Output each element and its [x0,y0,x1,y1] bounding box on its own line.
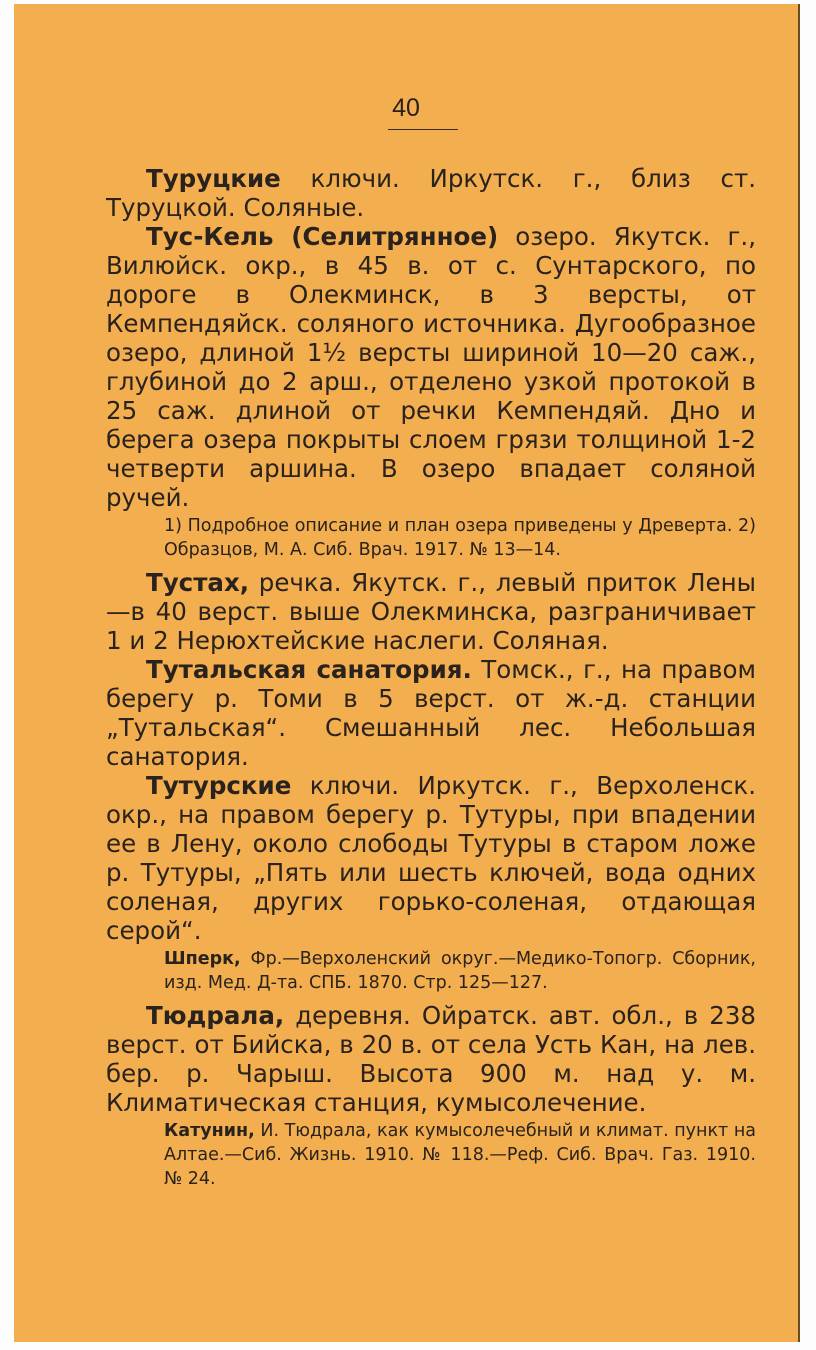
reference-text: И. Тюдрала, как кумысолечебный и климат. пункт на Алтае.—Сиб. Жизнь. 1910. № 118.—Реф. Сиб. Врач. Газ. 1910. № 24. [164,1121,756,1189]
reference-author: Катунин, [164,1121,255,1141]
entry-paragraph [106,771,756,945]
entry-paragraph [106,222,756,512]
entry-text: озеро. Якутск. г., Вилюйск. окр., в 45 в. от с. Сунтарского, по дороге в Олекминск, в 3 версты, от Кемпендяйск. соляного источника. Дугообразное озеро, длиной 1½ версты шириной 10—20 саж., глубиной до 2 арш., отделено узкой протокой в 25 саж. длиной от речки Кемпендяй. Дно и берега озера покрыты слоем грязи толщиной 1-2 четверти аршина. В озеро впадает соляной ручей. [106,222,756,512]
page-number: 40 [392,94,420,122]
entry-text: ключи. Иркутск. г., близ ст. Туруцкой. Соляные. [106,164,756,222]
entry-heading: Тус-Кель (Селитрянное) [146,222,499,251]
page-body [106,164,756,1197]
entry-heading: Тустах, [146,568,250,597]
reference-author: Шперк, [164,949,241,969]
entry-text: деревня. Ойратск. авт. обл., в 238 верст. от Бийска, в 20 в. от села Усть Кан, на лев. бер. р. Чарыш. Высота 900 м. над у. м. Климатическая станция, кумысолечение. [106,1001,756,1117]
entry-paragraph [106,655,756,771]
reference [106,1119,756,1191]
entry [106,568,756,655]
entry-text: речка. Якутск. г., левый приток Лены—в 40 верст. выше Олекминска, разграничивает 1 и 2 Нерюхтейские наслеги. Соляная. [106,568,756,655]
entry [106,655,756,771]
entry-heading: Туруцкие [146,164,281,193]
reference [106,947,756,995]
reference [106,514,756,562]
entry-text: ключи. Иркутск. г., Верхоленск. окр., на правом берегу р. Тутуры, при впадении ее в Лену, около слободы Тутуры в старом ложе р. Тутуры, „Пять или шесть ключей, вода одних соленая, других горько-соленая, отдающая серой“. [106,771,756,945]
entry-paragraph [106,568,756,655]
entry-paragraph [106,1001,756,1117]
entry [106,1001,756,1191]
page-number-rule [388,129,458,130]
reference-text: Фр.—Верхоленский округ.—Медико-Топогр. Сборник, изд. Мед. Д-та. СПБ. 1870. Стр. 125—127. [164,949,756,993]
entry-heading: Тутурские [146,771,292,800]
entry [106,222,756,562]
entry [106,771,756,995]
entry-heading: Тюдрала, [146,1001,285,1030]
reference-text: 1) Подробное описание и план озера приведены у Древерта. 2) Образцов, М. А. Сиб. Врач. 1917. № 13—14. [164,516,756,560]
entry-text: Томск., г., на правом берегу р. Томи в 5 верст. от ж.-д. станции „Тутальская“. Смешанный лес. Небольшая санатория. [106,655,757,771]
book-page [14,4,800,1342]
entry-paragraph [106,164,756,222]
entry-heading: Тутальская санатория. [146,655,472,684]
entry [106,164,756,222]
